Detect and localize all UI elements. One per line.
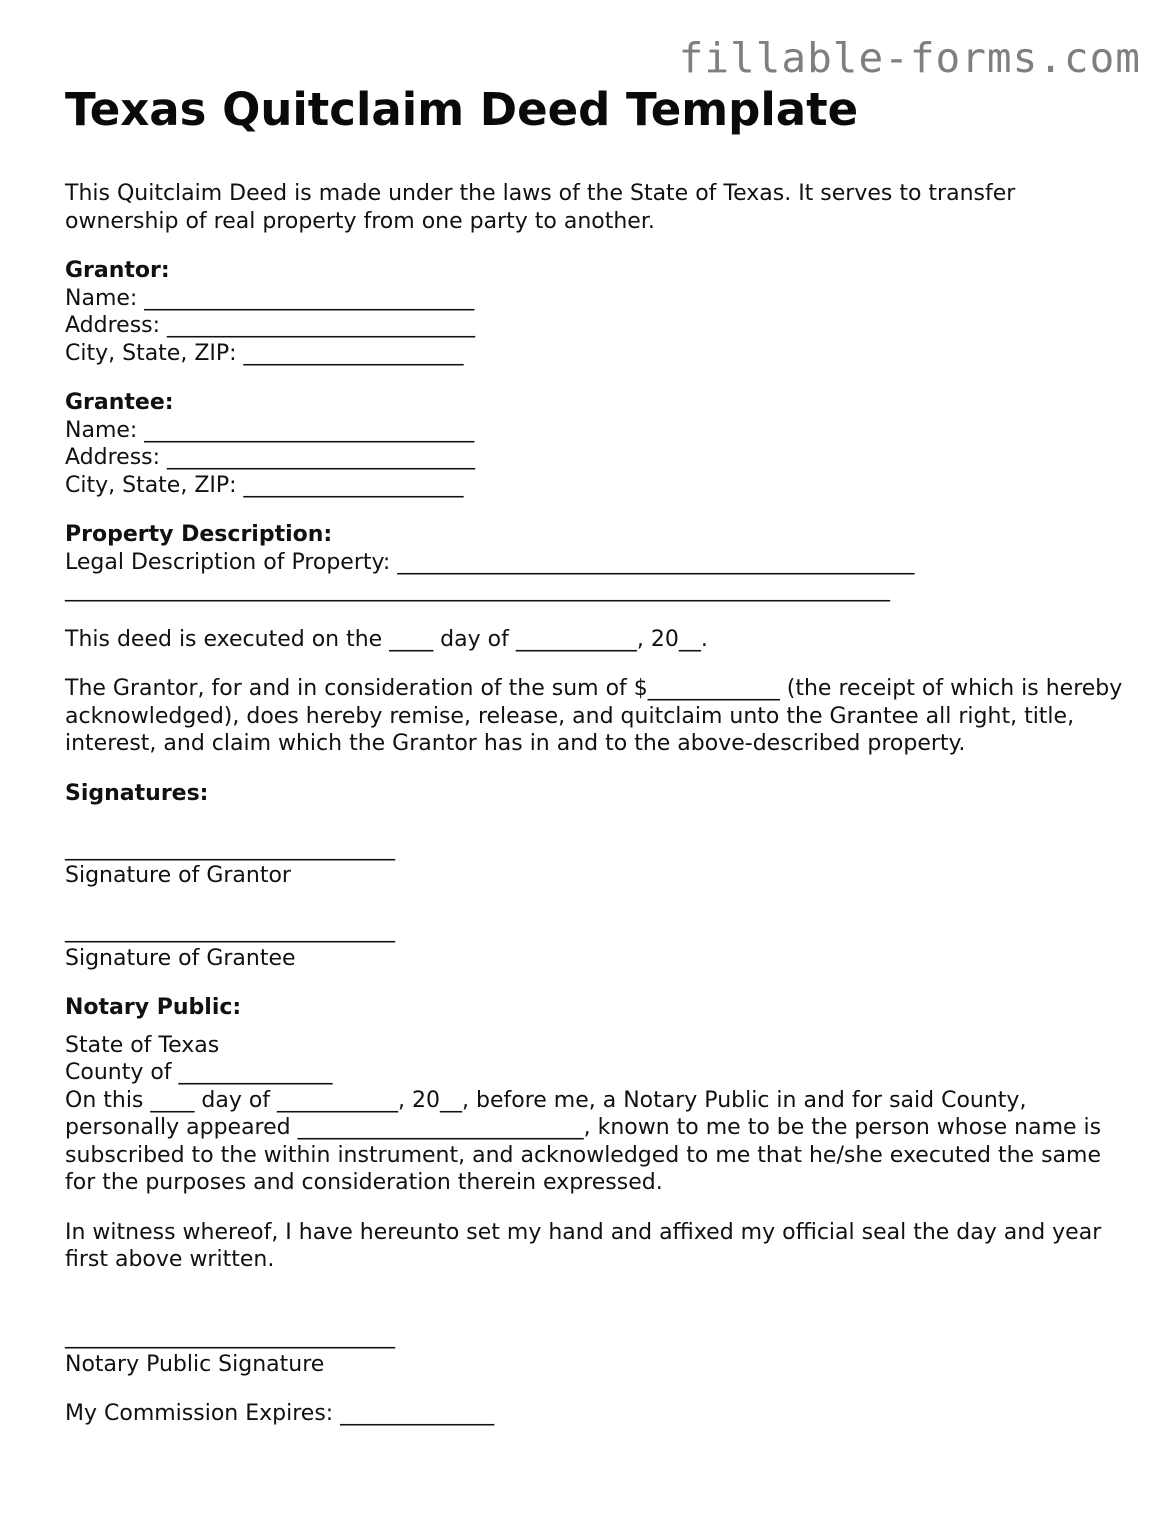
notary-section: [65, 1032, 1125, 1428]
property-section: [65, 521, 1125, 604]
page-title: Texas Quitclaim Deed Template: [65, 83, 859, 136]
intro-paragraph: This Quitclaim Deed is made under the laws of the State of Texas. It serves to transfer ownership of real property from one party to another.: [65, 181, 1016, 234]
grantee-section: [65, 389, 1125, 499]
grantor-section: [65, 257, 1125, 367]
grantee-address-field[interactable]: Address: ____________________________: [65, 445, 476, 470]
legal-description-continuation-field[interactable]: ___________________________________________________________________________: [65, 577, 890, 602]
property-heading: Property Description:: [65, 522, 333, 547]
grantee-signature-line[interactable]: ______________________________: [65, 918, 395, 943]
notary-signature-label: Notary Public Signature: [65, 1351, 325, 1377]
notary-heading: Notary Public:: [65, 995, 242, 1020]
legal-description-field[interactable]: Legal Description of Property: _______________________________________________: [65, 549, 915, 575]
signatures-heading: Signatures:: [65, 780, 209, 806]
grantor-heading: Grantor:: [65, 258, 170, 283]
notary-state: State of Texas: [65, 1032, 220, 1058]
site-watermark: fillable-forms.com: [678, 34, 1141, 82]
commission-expires-field[interactable]: My Commission Expires: ______________: [65, 1401, 495, 1426]
signatures-section: [65, 780, 1125, 973]
grantee-name-field[interactable]: Name: ______________________________: [65, 417, 475, 443]
grantor-address-field[interactable]: Address: ____________________________: [65, 313, 476, 338]
notary-statement[interactable]: On this ____ day of ___________, 20__, before me, a Notary Public in and for said County, personally appeared __________________________, known to me to be the person whose name is subscribed to the within instrument, and acknowledged to me that he/she executed the same for the purposes and consideration therein expressed.: [65, 1087, 1102, 1195]
grantee-signature-label: Signature of Grantee: [65, 945, 296, 971]
notary-signature-line[interactable]: ______________________________: [65, 1324, 395, 1349]
document-page: [65, 82, 1125, 1428]
consideration-paragraph: The Grantor, for and in consideration of the sum of $____________ (the receipt of which is hereby acknowledged), does hereby remise, release, and quitclaim unto the Grantee all right, title, interest, and claim which the Grantor has in and to the above-described property.: [65, 676, 1123, 756]
grantor-signature-line[interactable]: ______________________________: [65, 835, 395, 861]
grantor-city-state-zip-field[interactable]: City, State, ZIP: ____________________: [65, 340, 464, 366]
grantee-heading: Grantee:: [65, 390, 174, 415]
grantee-city-state-zip-field[interactable]: City, State, ZIP: ____________________: [65, 472, 464, 498]
notary-heading-block: [65, 994, 1125, 1022]
grantor-name-field[interactable]: Name: ______________________________: [65, 285, 475, 311]
notary-county-field[interactable]: County of ______________: [65, 1060, 333, 1085]
execution-date-line[interactable]: This deed is executed on the ____ day of ___________, 20__.: [65, 626, 708, 652]
witness-paragraph: In witness whereof, I have hereunto set my hand and affixed my official seal the day and year first above written.: [65, 1219, 1102, 1272]
grantor-signature-label: Signature of Grantor: [65, 863, 291, 888]
